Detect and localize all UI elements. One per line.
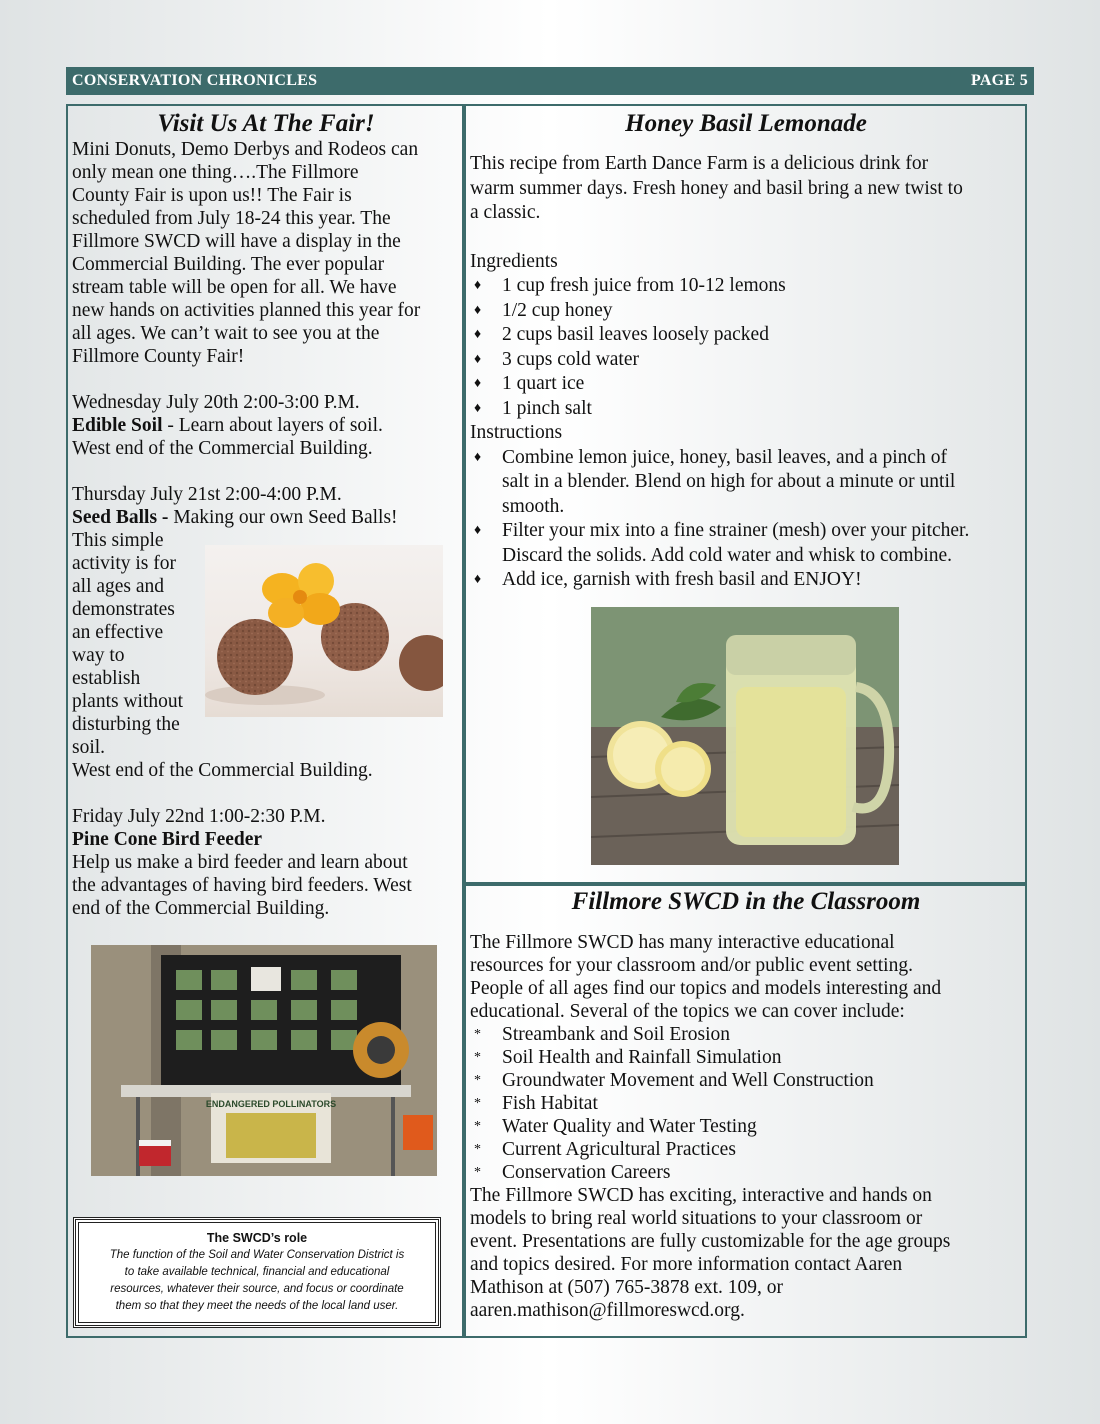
list-item: ♦ Combine lemon juice, honey, basil leaves, and a pinch of salt in a blender. Blend on high for about a minute or until smooth. [474,446,956,517]
list-item: ♦ 3 cups cold water [470,348,1022,373]
text-line: end of the Commercial Building. [72,898,330,919]
text-line: establish [72,668,141,689]
diamond-bullet-icon: ♦ [474,376,482,391]
text-line: way to [72,645,125,666]
asterisk-bullet-icon: * [474,1119,481,1134]
asterisk-bullet-icon: * [474,1096,481,1111]
classroom-intro [470,931,1022,1023]
event-location: West end of the Commercial Building. [72,438,373,459]
text-line: plants without [72,691,184,712]
text-line: This recipe from Earth Dance Farm is a delicious drink for [470,153,929,174]
asterisk-bullet-icon: * [474,1165,481,1180]
role-title: The SWCD’s role [206,1231,308,1245]
event-time: Wednesday July 20th 2:00-3:00 P.M. [72,392,360,413]
text-line: stream table will be open for all. We have [72,277,397,298]
topics-list [470,1023,1022,1184]
text-line: an effective [72,622,164,643]
diamond-bullet-icon: ♦ [474,449,482,465]
asterisk-bullet-icon: * [474,1050,481,1065]
list-item: ♦ 1 quart ice [470,372,1022,397]
text-line: new hands on activities planned this year for [72,300,421,321]
seed-balls-photo [205,545,443,717]
diamond-bullet-icon: ♦ [474,278,482,293]
classroom-title: Fillmore SWCD in the Classroom [571,888,921,915]
newsletter-name: CONSERVATION CHRONICLES [72,72,318,89]
text-line: Help us make a bird feeder and learn about [72,852,408,873]
role-line: The function of the Soil and Water Conservation District is [109,1249,405,1261]
role-line: resources, whatever their source, and focus or coordinate [110,1283,404,1295]
list-item: ♦ 1 cup fresh juice from 10-12 lemons [470,274,1022,299]
text-line: models to bring real world situations to your classroom or [470,1208,923,1229]
list-item: * Current Agricultural Practices [474,1139,736,1160]
event-desc: - Learn about layers of soil. [162,415,383,436]
text-line: Mini Donuts, Demo Derbys and Rodeos can [72,139,419,160]
asterisk-bullet-icon: * [474,1027,481,1042]
text-line: only mean one thing….The Fillmore [72,162,359,183]
text-line: scheduled from July 18-24 this year. The [72,208,391,229]
list-item: * Streambank and Soil Erosion [474,1024,731,1045]
swcd-role-callout [73,1217,441,1328]
text-line: Commercial Building. The ever popular [72,254,385,275]
diamond-bullet-icon: ♦ [474,400,482,416]
list-item: ♦ Add ice, garnish with fresh basil and ENJOY! [470,568,1022,593]
fair-article [72,110,460,920]
text-line: educational. Several of the topics we can cover include: [470,1001,905,1022]
text-line: disturbing the [72,714,180,735]
lemonade-intro [470,152,1022,226]
event-time: Thursday July 21st 2:00-4:00 P.M. [72,484,342,505]
ingredients-list [470,274,1022,421]
asterisk-bullet-icon: * [474,1073,481,1088]
booth-banner-text: ENDANGERED POLLINATORS [205,1099,337,1109]
list-item: * Conservation Careers [474,1162,671,1183]
list-item: * Groundwater Movement and Well Construction [474,1070,874,1091]
asterisk-bullet-icon: * [474,1142,481,1157]
page-header-bar [66,67,1034,95]
booth-illustration [91,945,437,1176]
list-item: * Water Quality and Water Testing [474,1116,757,1137]
text-line: Mathison at (507) 765-3878 ext. 109, or [470,1277,784,1298]
classroom-outro [470,1184,1022,1322]
event-time: Friday July 22nd 1:00-2:30 P.M. [72,806,326,827]
lemonade-illustration [591,607,899,865]
fair-title: Visit Us At The Fair! [157,110,375,137]
text-line: all ages. We can’t wait to see you at the [72,323,380,344]
diamond-bullet-icon: ♦ [474,523,482,538]
text-line: The Fillmore SWCD has exciting, interactive and hands on [470,1185,932,1206]
ingredients-label: Ingredients [470,250,558,272]
event-name: Pine Cone Bird Feeder [72,829,263,850]
event-desc: Making our own Seed Balls! [173,507,398,528]
list-item: ♦ Filter your mix into a fine strainer (mesh) over your pitcher. Discard the solids. Add cold water and whisk to combine. [474,520,970,566]
page-number: PAGE 5 [970,72,1028,89]
text-line: the advantages of having bird feeders. West [72,875,412,896]
fair-booth-photo [91,945,437,1176]
text-line: demonstrates [72,599,175,620]
classroom-article [470,888,1022,1322]
text-line: resources for your classroom and/or public event setting. [470,955,913,976]
event-name: Seed Balls - [72,507,174,528]
instructions-list [470,446,1022,593]
text-line: soil. [72,737,106,758]
event-name: Edible Soil [72,415,163,436]
instructions-label: Instructions [470,422,563,443]
text-line: The Fillmore SWCD has many interactive educational [470,932,895,953]
text-line: People of all ages find our topics and models interesting and [470,978,942,999]
list-item: ♦ 1 pinch salt [470,397,1022,422]
diamond-bullet-icon: ♦ [474,351,482,367]
role-line: to take available technical, financial and educational [124,1266,390,1278]
text-line: event. Presentations are fully customizable for the age groups [470,1231,951,1252]
lemonade-title: Honey Basil Lemonade [625,110,867,137]
list-item: * Soil Health and Rainfall Simulation [474,1047,782,1068]
seed-balls-illustration [205,545,443,717]
text-line: a classic. [470,202,541,223]
text-line: County Fair is upon us!! The Fair is [72,185,352,206]
fair-intro [72,138,460,368]
list-item: * Fish Habitat [474,1093,598,1114]
text-line: warm summer days. Fresh honey and basil bring a new twist to [470,177,963,199]
text-line: Fillmore County Fair! [72,346,245,367]
text-line: and topics desired. For more information contact Aaren [470,1254,903,1275]
role-line: them so that they meet the needs of the local land user. [115,1300,399,1312]
lemonade-photo [591,607,899,865]
text-line: all ages and [72,576,165,597]
list-item: ♦ 1/2 cup honey [470,299,1022,324]
text-line: activity is for [72,553,176,574]
text-line: This simple [72,530,164,551]
diamond-bullet-icon: ♦ [474,572,482,587]
diamond-bullet-icon: ♦ [474,302,482,318]
contact-email[interactable]: aaren.mathison@fillmoreswcd.org. [470,1300,745,1321]
event-bird-feeder [72,805,460,920]
event-location: West end of the Commercial Building. [72,760,373,781]
text-line: Fillmore SWCD will have a display in the [72,231,401,252]
event-edible-soil [72,391,460,460]
diamond-bullet-icon: ♦ [474,327,482,342]
lemonade-article [470,110,1022,593]
list-item: ♦ 2 cups basil leaves loosely packed [470,323,1022,348]
